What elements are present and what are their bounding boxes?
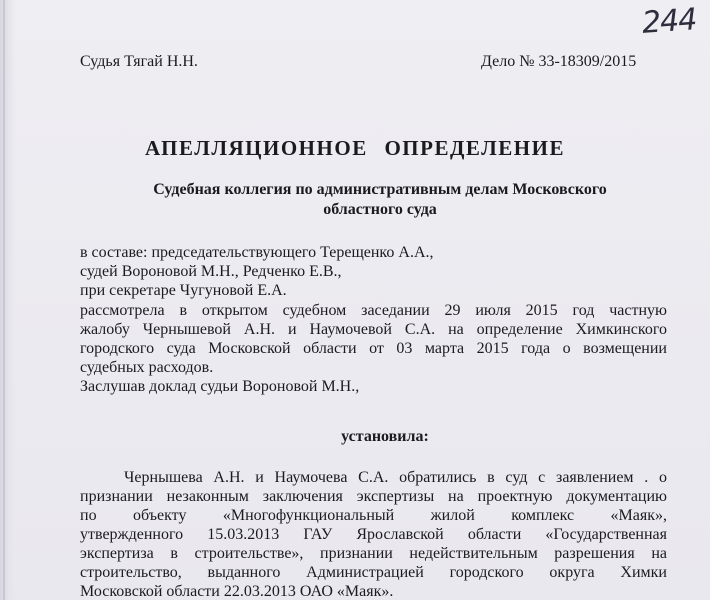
composition-line: в составе: председательствующего Терещенко А.А., — [80, 244, 434, 261]
established-heading: установила: — [341, 428, 429, 445]
paragraph-line: Чернышева А.Н. и Наумочева С.А. обратились в суд с заявлением . о — [124, 469, 667, 486]
handwritten-page-number: 244 — [640, 2, 698, 41]
paragraph-line: по объекту «Многофункциональный жилой комплекс «Маяк», — [80, 507, 667, 524]
composition-line: судей Вороновой М.Н., Редченко Е.В., — [80, 263, 342, 281]
report-line: Заслушав доклад судьи Вороновой М.Н., — [80, 378, 360, 396]
court-subtitle — [100, 180, 660, 220]
review-line: рассмотрела в открытом судебном заседании 29 июля 2015 год частную — [80, 301, 667, 319]
composition-line: при секретаре Чугуновой Е.А. — [80, 282, 287, 300]
review-line: жалобу Чернышевой А.Н. и Наумочевой С.А. на определение Химкинского — [80, 320, 667, 338]
main-paragraph — [80, 468, 667, 600]
review-line: судебных расходов. — [80, 359, 214, 377]
judge-name: Судья Тягай Н.Н. — [80, 53, 198, 70]
court-subtitle-line: Судебная коллегия по административным делам Московского — [153, 181, 607, 198]
paragraph-line: экспертиза в строительстве», признании недействительным разрешения на — [80, 545, 667, 562]
review-line: городского суда Московской области от 03 марта 2015 года о возмещении — [80, 340, 667, 358]
paragraph-line: Московской области 22.03.2013 ОАО «Маяк». — [80, 583, 394, 600]
court-subtitle-line: областного суда — [323, 201, 437, 218]
scan-edge-line — [3, 0, 5, 600]
paragraph-line: признании незаконным заключения экспертизы на проектную документацию — [80, 488, 667, 505]
composition-block — [80, 243, 667, 397]
document-title: АПЕЛЛЯЦИОННОЕ ОПРЕДЕЛЕНИЕ — [145, 136, 565, 160]
case-number: Дело № 33-18309/2015 — [481, 53, 637, 70]
paragraph-line: строительство, выданного Администрацией городского округа Химки — [80, 564, 667, 581]
paragraph-line: утвержденного 15.03.2013 ГАУ Ярославской области «Государственная — [80, 526, 667, 543]
